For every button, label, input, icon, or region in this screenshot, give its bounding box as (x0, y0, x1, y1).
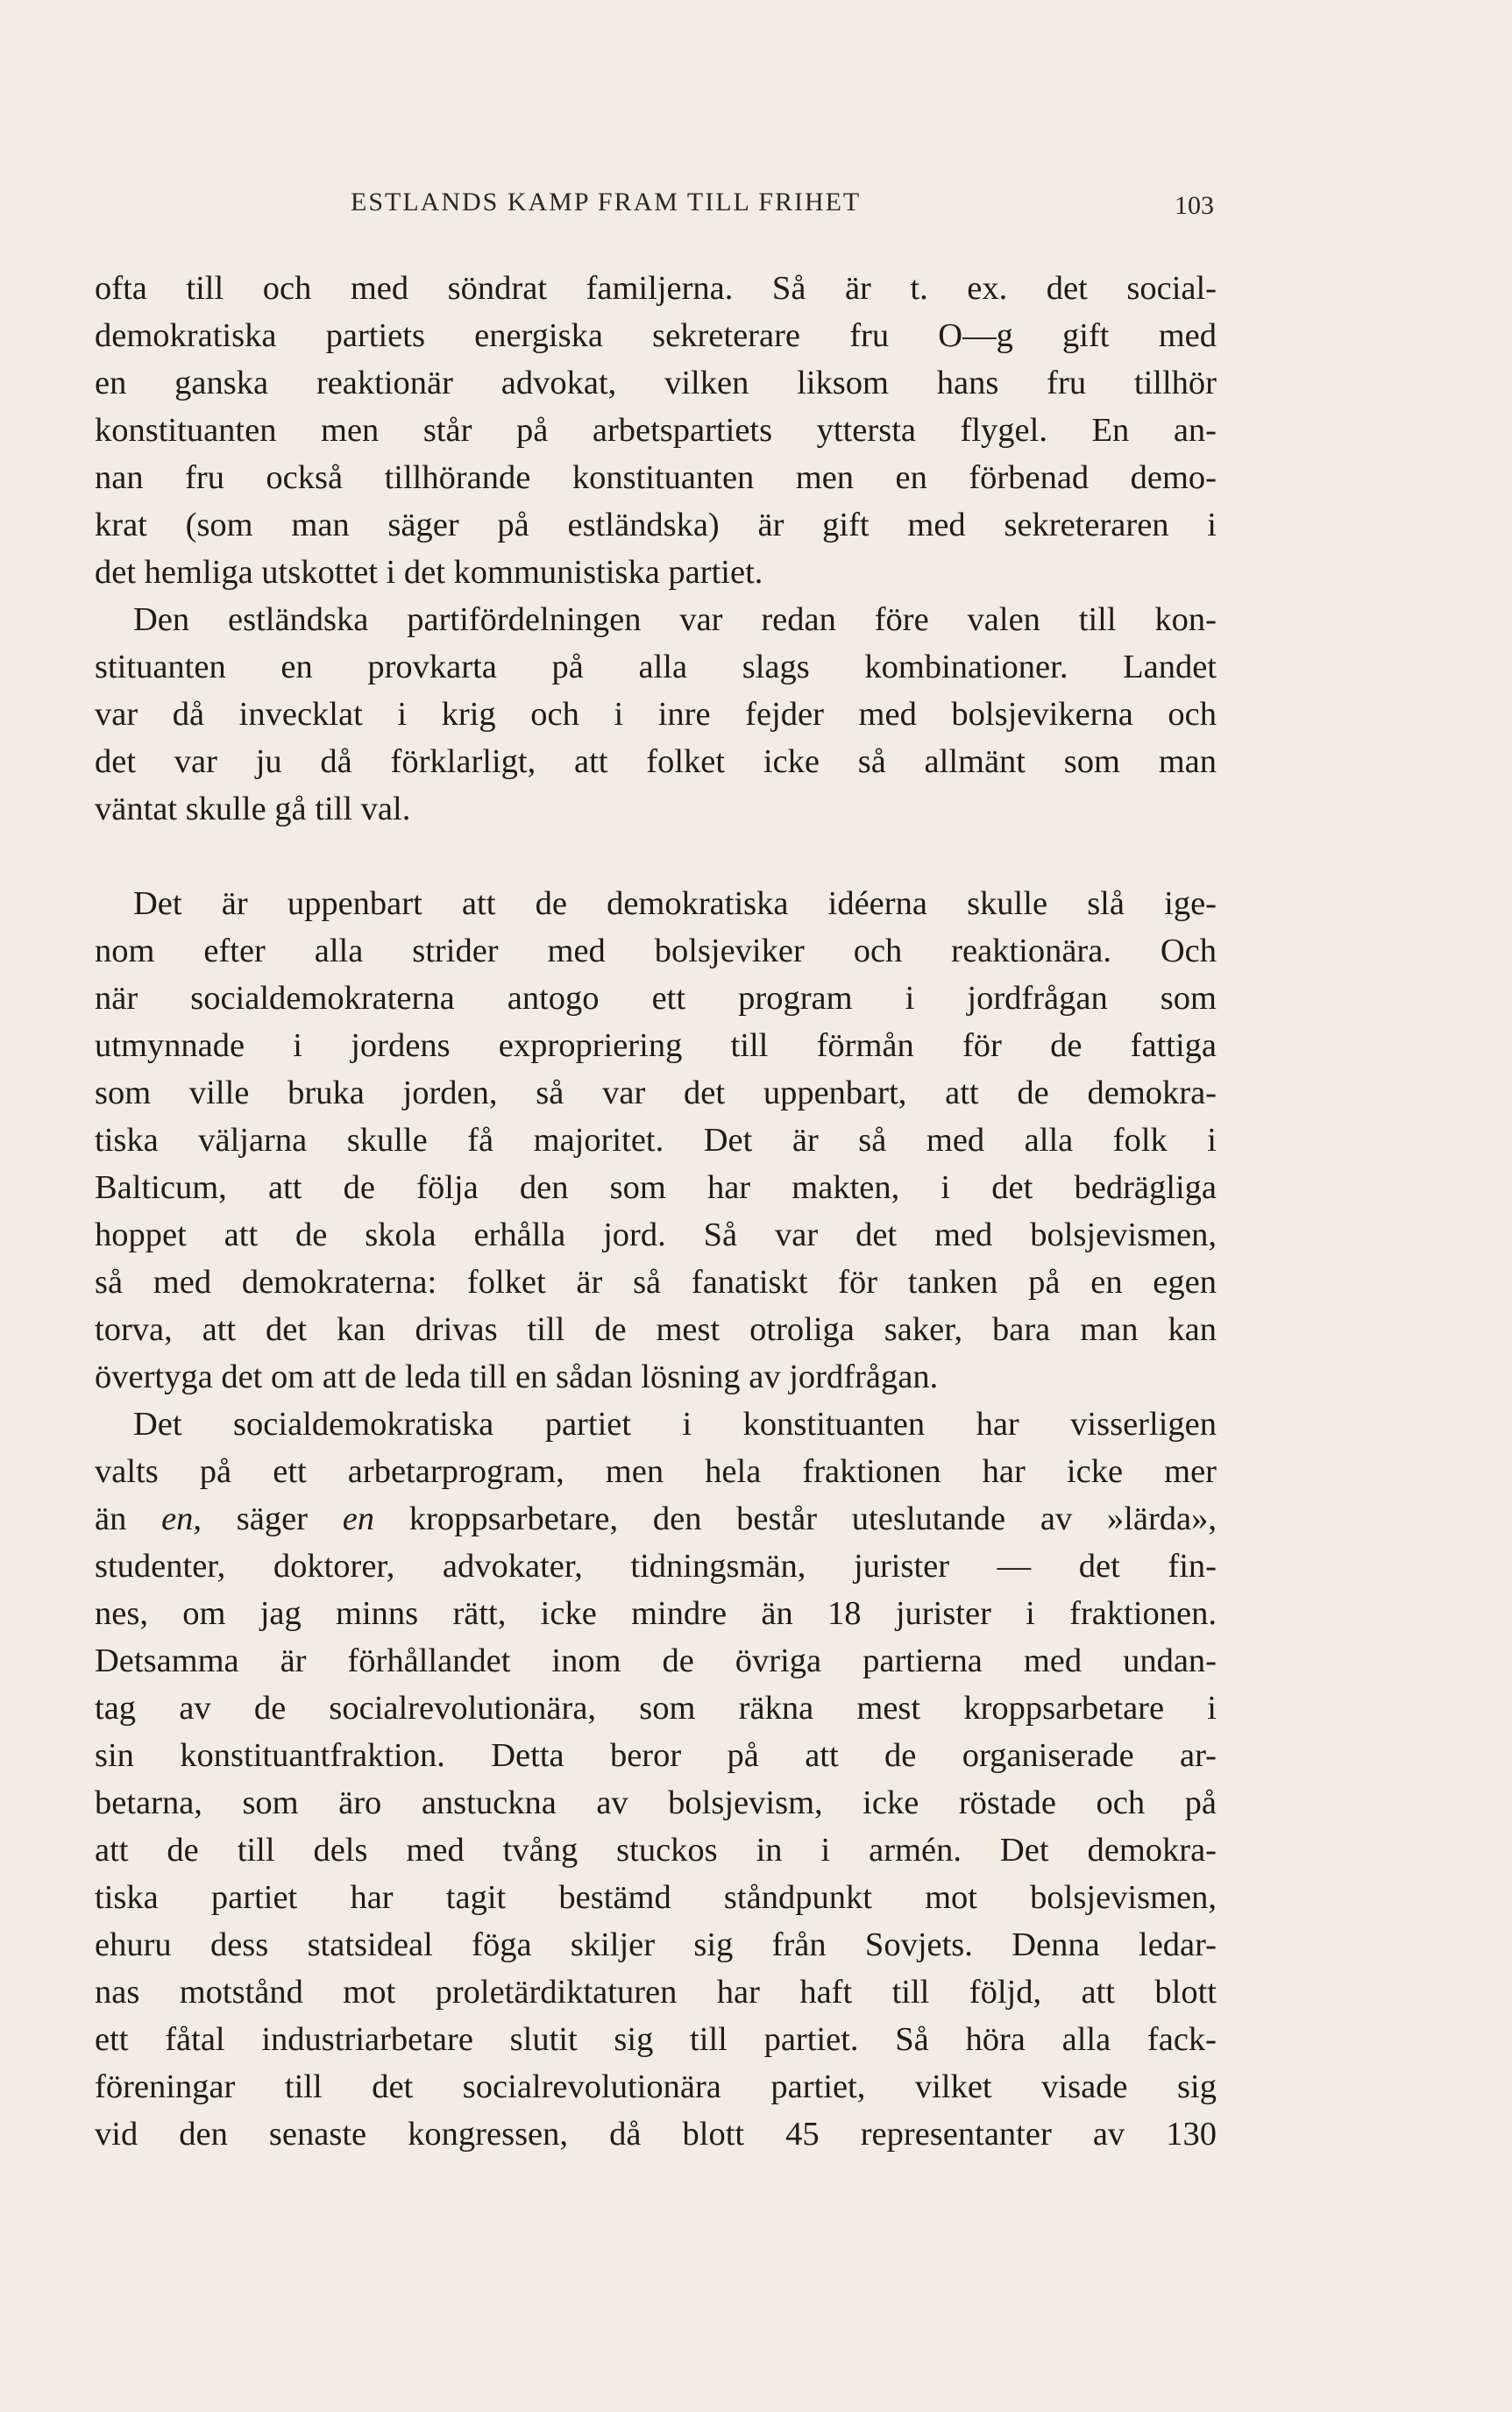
text-line: en ganska reaktionär advokat, vilken liksom hans fru tillhör (95, 365, 1217, 401)
text-line: väntat skulle gå till val. (95, 791, 411, 827)
text-line: när socialdemokraterna antogo ett program i jordfrågan som (95, 980, 1217, 1017)
paragraph-2 (95, 596, 1217, 833)
italic-word: en, (161, 1500, 202, 1537)
text-line: konstituanten men står på arbetspartiets yttersta flygel. En an- (95, 412, 1217, 449)
text-line: studenter, doktorer, advokater, tidningsmän, jurister — det fin- (95, 1548, 1217, 1585)
text-line: föreningar till det socialrevolutionära partiet, vilket visade sig (95, 2068, 1217, 2105)
text-line: betarna, som äro anstuckna av bolsjevism, icke röstade och på (95, 1784, 1217, 1821)
text-line: det var ju då förklarligt, att folket icke så allmänt som man (95, 743, 1217, 780)
text-line: sin konstituantfraktion. Detta beror på att de organiserade ar- (95, 1737, 1217, 1774)
italic-word: en (342, 1500, 375, 1537)
text-line: tiska partiet har tagit bestämd ståndpunkt mot bolsjevismen, (95, 1879, 1217, 1916)
text-segment: säger (202, 1500, 343, 1537)
text-line: så med demokraterna: folket är så fanatiskt för tanken på en egen (95, 1264, 1217, 1301)
body-text (95, 265, 1217, 2158)
text-segment: kroppsarbetare, den består uteslutande av »lärda», (374, 1500, 1217, 1537)
text-line: Det socialdemokratiska partiet i konstituanten har visserligen (133, 1406, 1217, 1443)
text-line: krat (som man säger på estländska) är gift med sekreteraren i (95, 507, 1217, 543)
paragraph-3 (95, 880, 1217, 1401)
text-line: det hemliga utskottet i det kommunistiska partiet. (95, 554, 763, 591)
text-line: stituanten en provkarta på alla slags kombinationer. Landet (95, 649, 1217, 685)
text-line: ett fåtal industriarbetare slutit sig till partiet. Så höra alla fack- (95, 2021, 1217, 2058)
text-line: Balticum, att de följa den som har makten, i det bedrägliga (95, 1169, 1217, 1206)
text-line-with-italics (95, 1495, 1217, 1543)
text-line: var då invecklat i krig och i inre fejder med bolsjevikerna och (95, 696, 1217, 733)
text-line: valts på ett arbetarprogram, men hela fraktionen har icke mer (95, 1453, 1217, 1490)
text-line: nan fru också tillhörande konstituanten men en förbenad demo- (95, 459, 1217, 496)
text-line: nas motstånd mot proletärdiktaturen har haft till följd, att blott (95, 1974, 1217, 2011)
paragraph-4 (95, 1401, 1217, 2158)
text-line: övertyga det om att de leda till en sådan lösning av jordfrågan. (95, 1359, 939, 1395)
paragraph-1 (95, 265, 1217, 596)
text-line: ehuru dess statsideal föga skiljer sig från Sovjets. Denna ledar- (95, 1926, 1217, 1963)
text-line: demokratiska partiets energiska sekreterare fru O—g gift med (95, 317, 1217, 354)
text-line: utmynnade i jordens expropriering till förmån för de fattiga (95, 1027, 1217, 1064)
page-header (0, 188, 1512, 223)
text-line: Det är uppenbart att de demokratiska idéerna skulle slå ige- (133, 885, 1217, 922)
text-line: tiska väljarna skulle få majoritet. Det är så med alla folk i (95, 1122, 1217, 1159)
text-segment: än (95, 1500, 162, 1537)
text-line: ofta till och med söndrat familjerna. Så är t. ex. det social- (95, 270, 1217, 307)
text-line: som ville bruka jorden, så var det uppenbart, att de demokra- (95, 1075, 1217, 1111)
text-line: nes, om jag minns rätt, icke mindre än 18 jurister i fraktionen. (95, 1595, 1217, 1632)
running-title: ESTLANDS KAMP FRAM TILL FRIHET (351, 188, 862, 216)
text-line: torva, att det kan drivas till de mest otroliga saker, bara man kan (95, 1311, 1217, 1348)
text-line: att de till dels med tvång stuckos in i armén. Det demokra- (95, 1832, 1217, 1869)
text-line: hoppet att de skola erhålla jord. Så var det med bolsjevismen, (95, 1217, 1217, 1253)
page-number: 103 (1175, 191, 1214, 220)
text-line: tag av de socialrevolutionära, som räkna mest kroppsarbetare i (95, 1690, 1217, 1727)
paragraph-gap (95, 833, 1217, 880)
text-line: Den estländska partifördelningen var redan före valen till kon- (133, 601, 1217, 638)
text-line: Detsamma är förhållandet inom de övriga partierna med undan- (95, 1642, 1217, 1679)
text-line: nom efter alla strider med bolsjeviker och reaktionära. Och (95, 933, 1217, 969)
text-line: vid den senaste kongressen, då blott 45 representanter av 130 (95, 2116, 1217, 2153)
